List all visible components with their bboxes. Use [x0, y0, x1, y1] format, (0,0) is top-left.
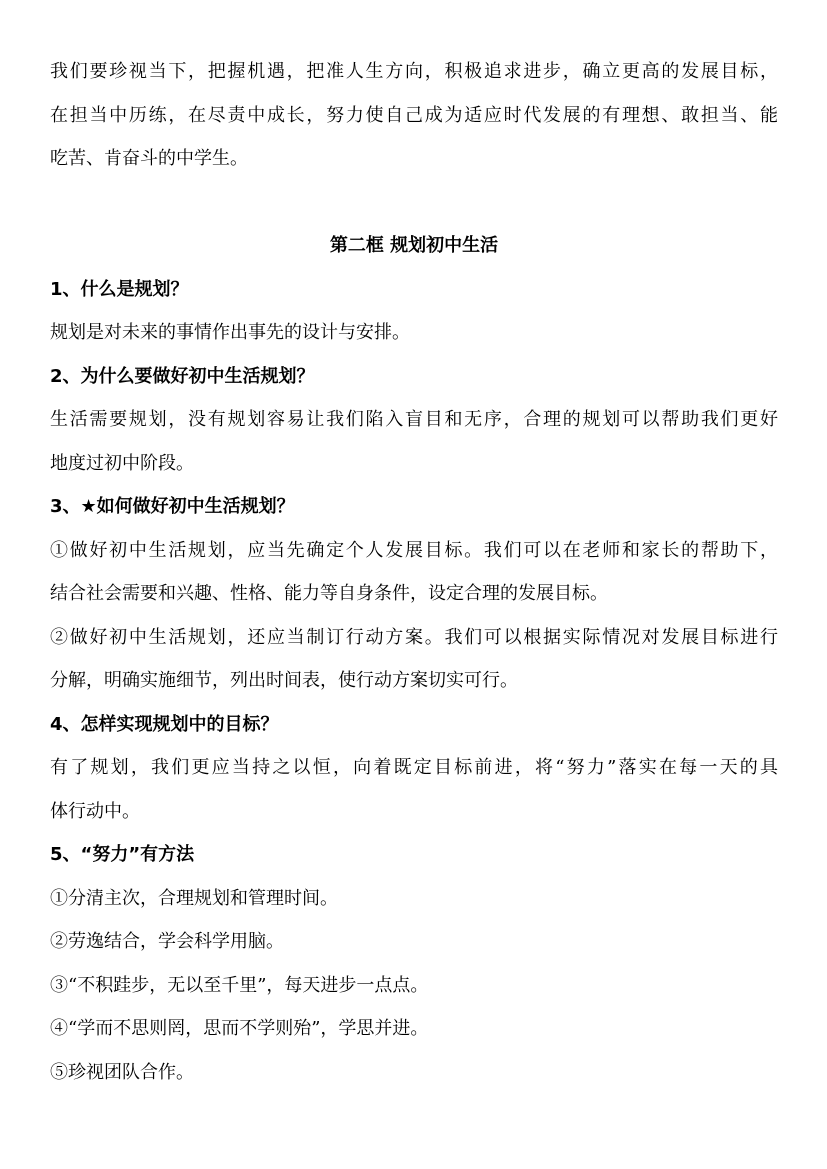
question-2-answer-line-2: 地度过初中阶段。: [50, 452, 194, 474]
question-4-answer-line-2: 体行动中。: [50, 800, 140, 822]
question-2-heading: 2、为什么要做好初中生活规划？: [50, 365, 315, 387]
method-item-4: ④“学而不思则罔，思而不学则殆”，学思并进。: [50, 1018, 429, 1039]
question-3-point-2-line-2: 分解，明确实施细节，列出时间表，使行动方案切实可行。: [50, 670, 518, 691]
section-title: 第二框 规划初中生活: [329, 235, 499, 256]
question-3-point-1-line-2: 结合社会需要和兴趣、性格、能力等自身条件，设定合理的发展目标。: [50, 583, 608, 604]
document-page: [50, 50, 778, 1094]
method-item-2: ②劳逸结合，学会科学用脑。: [50, 931, 284, 952]
question-5-heading: 5、“努力”有方法: [50, 844, 195, 865]
question-1-answer: 规划是对未来的事情作出事先的设计与安排。: [50, 322, 410, 343]
intro-line-2: 在担当中历练，在尽责中成长，努力使自己成为适应时代发展的有理想、敢担当、能: [50, 104, 778, 126]
question-4-answer-line-1: 有了规划，我们更应当持之以恒，向着既定目标前进，将“努力”落实在每一天的具: [50, 757, 778, 778]
question-4-heading: 4、怎样实现规划中的目标？: [50, 713, 279, 735]
method-item-3: ③“不积跬步，无以至千里”，每天进步一点点。: [50, 974, 429, 996]
question-3-point-1-line-1: ①做好初中生活规划，应当先确定个人发展目标。我们可以在老师和家长的帮助下，: [50, 539, 778, 561]
method-item-5: ⑤珍视团队合作。: [50, 1061, 194, 1083]
question-2-answer-line-1: 生活需要规划，没有规划容易让我们陷入盲目和无序，合理的规划可以帮助我们更好: [50, 409, 778, 430]
question-3-point-2-line-1: ②做好初中生活规划，还应当制订行动方案。我们可以根据实际情况对发展目标进行: [50, 626, 778, 648]
method-item-1: ①分清主次，合理规划和管理时间。: [50, 887, 338, 909]
intro-line-1: 我们要珍视当下，把握机遇，把准人生方向，积极追求进步，确立更高的发展目标，: [50, 61, 778, 82]
question-1-heading: 1、什么是规划？: [50, 278, 189, 300]
question-3-heading: 3、★如何做好初中生活规划？: [50, 496, 295, 517]
blank-line: [50, 181, 778, 225]
intro-line-3: 吃苦、肯奋斗的中学生。: [50, 148, 248, 169]
